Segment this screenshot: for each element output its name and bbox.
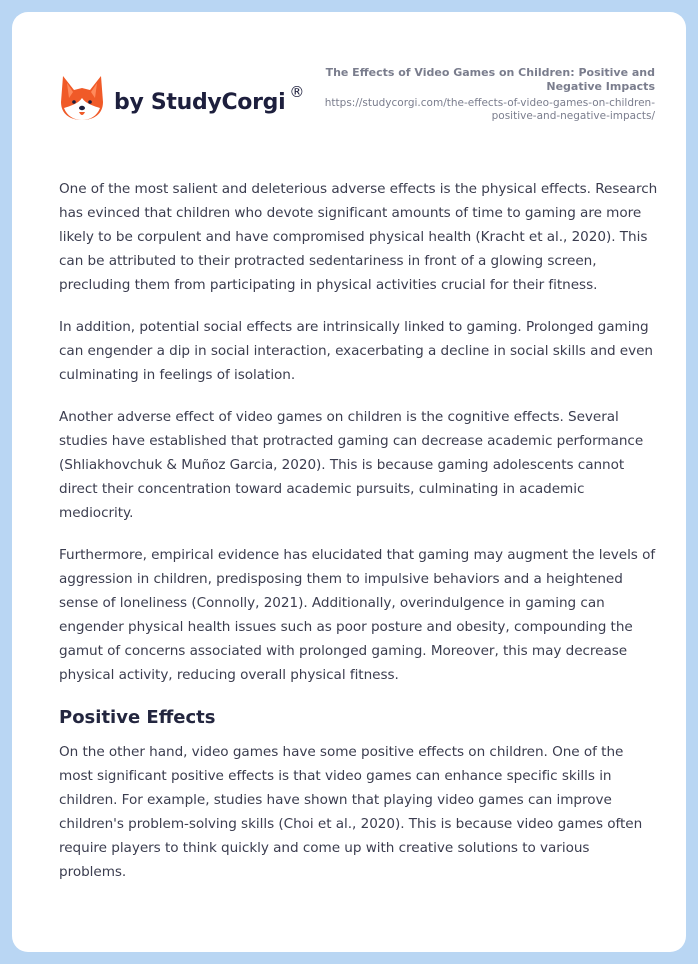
document-card	[12, 12, 686, 952]
paragraph-social-effects: In addition, potential social effects are intrinsically linked to gaming. Prolonged gaming can engender a dip in social interaction, exacerbating a decline in social skills and even culminating in feelings of isolation.	[59, 319, 653, 383]
paragraph-positive-effects: On the other hand, video games have some positive effects on children. One of the most significant positive effects is that video games can enhance specific skills in children. For example, studies have shown that playing video games can improve children's problem-solving skills (Choi et al., 2020). This is because video games often require players to think quickly and come up with creative solutions to various problems.	[59, 744, 643, 880]
corgi-logo-icon	[60, 74, 104, 122]
document-title: The Effects of Video Games on Children: Positive and Negative Impacts	[325, 66, 655, 93]
paragraph-cognitive-effects: Another adverse effect of video games on children is the cognitive effects. Several studies have established that protracted gaming can decrease academic performance (Shliakhovchuk & Muñoz Garcia, 2020). This is because gaming adolescents cannot direct their concentration toward academic pursuits, culminating in academic mediocrity.	[59, 409, 644, 521]
logo-wordmark: by StudyCorgi	[114, 89, 286, 115]
document-body	[59, 177, 659, 902]
document-url[interactable]: https://studycorgi.com/the-effects-of-video-games-on-children-positive-and-negative-impacts/	[324, 97, 655, 122]
registered-mark: ®	[289, 83, 305, 101]
section-heading-positive-effects: Positive Effects	[59, 707, 216, 728]
paragraph-aggression-effects: Furthermore, empirical evidence has elucidated that gaming may augment the levels of aggression in children, predisposing them to impulsive behaviors and a heightened sense of loneliness (Connolly, 2021). Additionally, overindulgence in gaming can engender physical health issues such as poor posture and obesity, compounding the gamut of concerns associated with prolonged gaming. Moreover, this may decrease physical activity, reducing overall physical fitness.	[59, 547, 656, 683]
studycorgi-logo[interactable]	[60, 74, 304, 122]
document-meta	[315, 66, 655, 123]
document-header	[12, 12, 686, 152]
paragraph-physical-effects: One of the most salient and deleterious adverse effects is the physical effects. Research has evinced that children who devote significant amounts of time to gaming are more likely to be corpulent and have compromised physical health (Kracht et al., 2020). This can be attributed to their protracted sedentariness in front of a glowing screen, precluding them from participating in physical activities crucial for their fitness.	[59, 181, 658, 293]
